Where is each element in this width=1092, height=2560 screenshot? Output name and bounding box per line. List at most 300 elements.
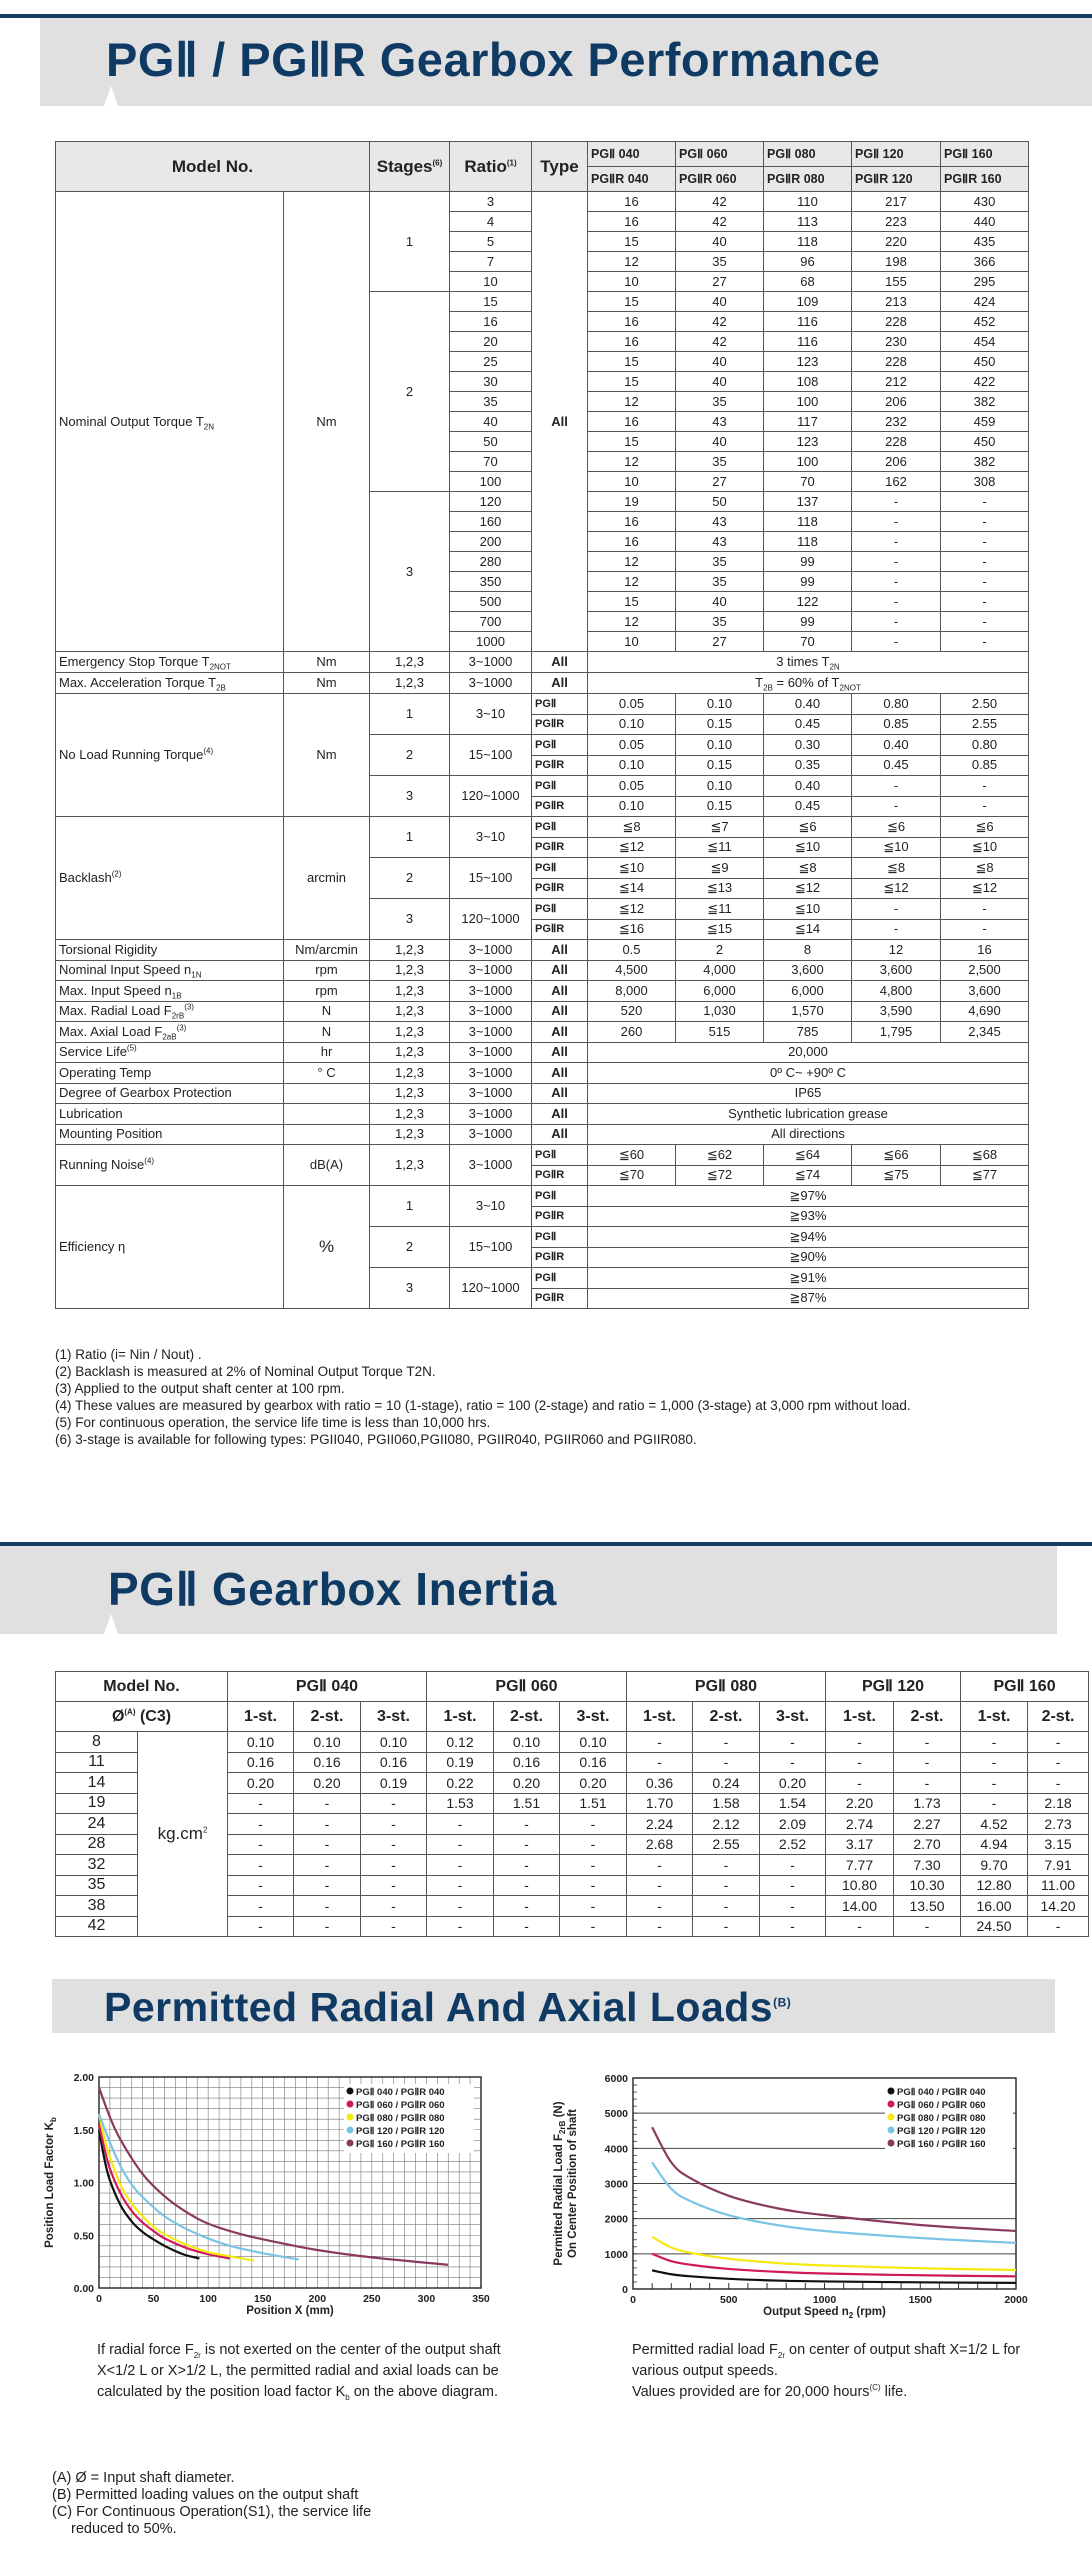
inertia-value: 16.00 bbox=[961, 1896, 1028, 1917]
value-cell: 43 bbox=[676, 532, 764, 552]
type-cell: PGⅡ bbox=[532, 1186, 588, 1207]
value-cell: 0.35 bbox=[764, 755, 852, 776]
x-tick-label: 200 bbox=[308, 2293, 327, 2305]
inertia-value: - bbox=[361, 1916, 427, 1937]
ratio-cell: 20 bbox=[450, 332, 532, 352]
desc-left-part: is not exerted on the center of the output shaft X<1/2 L or X>1/2 L, the permitted radial and axial loads can be calculated by the position load factor K bbox=[97, 2342, 501, 2400]
value-cell: 295 bbox=[941, 272, 1029, 292]
value-cell: 12 bbox=[588, 612, 676, 632]
inertia-value: 2.73 bbox=[1028, 1814, 1089, 1835]
value-cell: 459 bbox=[941, 412, 1029, 432]
y-tick-label: 3000 bbox=[604, 2178, 628, 2191]
value-cell: ≦11 bbox=[676, 837, 764, 858]
value-cell: 16 bbox=[588, 512, 676, 532]
page-title-loads bbox=[104, 1984, 791, 2031]
diameter-cell: 14 bbox=[56, 1773, 138, 1794]
stage-cell: 3 bbox=[370, 776, 450, 817]
unit-cell: % bbox=[284, 1186, 370, 1309]
inertia-value: - bbox=[826, 1773, 894, 1794]
value-cell: 40 bbox=[676, 372, 764, 392]
ratio-cell: 10 bbox=[450, 272, 532, 292]
inertia-diameter-header bbox=[56, 1702, 228, 1732]
legend-label: PGⅡ 160 / PGⅡR 160 bbox=[897, 2139, 986, 2150]
diameter-cell: 28 bbox=[56, 1834, 138, 1855]
no-load-torque-row bbox=[56, 694, 1029, 715]
inertia-value: 2.68 bbox=[627, 1834, 693, 1855]
value-cell: 16 bbox=[588, 412, 676, 432]
footnote: (4) These values are measured by gearbox with ratio = 10 (1-stage), ratio = 100 (2-stage) and ratio = 1,000 (3-stage) at 3,000 rpm without load. bbox=[55, 1398, 911, 1413]
inertia-value: - bbox=[760, 1896, 826, 1917]
header-model-r: PGⅡR 080 bbox=[764, 167, 852, 192]
ratio-cell: 700 bbox=[450, 612, 532, 632]
max-accel-text: T bbox=[755, 675, 764, 690]
inertia-value: - bbox=[494, 1834, 560, 1855]
ratio-cell: 3~1000 bbox=[450, 1022, 532, 1043]
value-cell: 16 bbox=[588, 212, 676, 232]
inertia-value: - bbox=[760, 1855, 826, 1876]
y-tick-label: 5000 bbox=[604, 2108, 628, 2121]
value-cell: 8,000 bbox=[588, 981, 676, 1002]
value-cell: 70 bbox=[764, 472, 852, 492]
value-cell: 118 bbox=[764, 232, 852, 252]
torque-row bbox=[56, 192, 1029, 212]
x-axis-label: Position X (mm) bbox=[246, 2305, 334, 2317]
inertia-value: - bbox=[1028, 1773, 1089, 1794]
y-axis-label: Permitted Radial Load $F_{2rB}$ (N) bbox=[553, 2101, 567, 2266]
value-cell: 116 bbox=[764, 312, 852, 332]
spec-label-text: Operating Temp bbox=[59, 1064, 152, 1080]
inertia-value: 2.12 bbox=[693, 1814, 760, 1835]
stage-cell: 1,2,3 bbox=[370, 1001, 450, 1022]
value-cell: 2,345 bbox=[941, 1022, 1029, 1043]
diameter-cell: 35 bbox=[56, 1875, 138, 1896]
inertia-value: - bbox=[693, 1916, 760, 1937]
ratio-cell: 100 bbox=[450, 472, 532, 492]
inertia-value: 0.16 bbox=[228, 1752, 294, 1773]
value-cell: 40 bbox=[676, 352, 764, 372]
series-line-pgⅱ-040 bbox=[99, 2130, 199, 2259]
inertia-value: - bbox=[427, 1855, 494, 1876]
stage-cell: 2 bbox=[370, 1227, 450, 1268]
value-cell: 0.05 bbox=[588, 735, 676, 756]
header-model: PGⅡ 080 bbox=[764, 142, 852, 167]
ratio-cell: 3~1000 bbox=[450, 652, 532, 673]
value-cell: - bbox=[852, 632, 941, 652]
inertia-value: - bbox=[826, 1752, 894, 1773]
value-cell: ≦12 bbox=[588, 899, 676, 920]
inertia-value: - bbox=[760, 1875, 826, 1896]
value-cell: 40 bbox=[676, 232, 764, 252]
no-load-torque-label bbox=[56, 694, 284, 817]
inertia-value: - bbox=[894, 1732, 961, 1753]
inertia-value: 7.91 bbox=[1028, 1855, 1089, 1876]
performance-table bbox=[55, 141, 1029, 1309]
header-type: Type bbox=[532, 142, 588, 192]
value-cell: - bbox=[941, 512, 1029, 532]
ratio-cell: 3~1000 bbox=[450, 1104, 532, 1125]
value-cell: 382 bbox=[941, 392, 1029, 412]
spec-row bbox=[56, 1063, 1029, 1084]
type-cell: PGⅡR bbox=[532, 878, 588, 899]
inertia-value: - bbox=[560, 1916, 627, 1937]
ratio-cell: 15~100 bbox=[450, 858, 532, 899]
inertia-value: 3.15 bbox=[1028, 1834, 1089, 1855]
unit-cell: N bbox=[284, 1001, 370, 1022]
inertia-value: - bbox=[627, 1916, 693, 1937]
value-cell: 0.15 bbox=[676, 755, 764, 776]
value-cell: IP65 bbox=[588, 1083, 1029, 1104]
value-cell: ≦10 bbox=[764, 837, 852, 858]
value-cell: 15 bbox=[588, 432, 676, 452]
value-cell: - bbox=[941, 552, 1029, 572]
value-cell: ≦10 bbox=[852, 837, 941, 858]
type-cell: PGⅡR bbox=[532, 1206, 588, 1227]
section-banner-inertia bbox=[0, 1546, 1057, 1634]
inertia-value: - bbox=[294, 1814, 361, 1835]
spec-label bbox=[56, 940, 284, 961]
spec-label-note: (3) bbox=[184, 1002, 194, 1012]
value-cell: 162 bbox=[852, 472, 941, 492]
inertia-value: 0.12 bbox=[427, 1732, 494, 1753]
legend-marker bbox=[347, 2140, 354, 2147]
value-cell: 117 bbox=[764, 412, 852, 432]
y-tick-label: 0 bbox=[622, 2284, 628, 2296]
inertia-value: - bbox=[294, 1875, 361, 1896]
value-cell: ≧91% bbox=[588, 1268, 1029, 1289]
inertia-unit-sup: 2 bbox=[202, 1825, 208, 1835]
value-cell: 35 bbox=[676, 392, 764, 412]
inertia-value: 7.30 bbox=[894, 1855, 961, 1876]
y-tick-label: 1.50 bbox=[73, 2124, 94, 2137]
inertia-table bbox=[55, 1671, 1089, 1937]
inertia-value: - bbox=[627, 1732, 693, 1753]
inertia-model-no-header: Model No. bbox=[56, 1672, 228, 1702]
value-cell: ≧87% bbox=[588, 1288, 1029, 1309]
type-cell: All bbox=[532, 673, 588, 694]
legend-label: PGⅡ 060 / PGⅡR 060 bbox=[897, 2100, 986, 2111]
desc-right-part: life. bbox=[880, 2384, 908, 2400]
value-cell: - bbox=[941, 776, 1029, 797]
value-cell: 50 bbox=[676, 492, 764, 512]
value-cell: ≦11 bbox=[676, 899, 764, 920]
legend-marker bbox=[347, 2127, 354, 2134]
value-cell: 0.80 bbox=[941, 735, 1029, 756]
footnote-c: (C) For Continuous Operation(S1), the service life bbox=[52, 2504, 372, 2520]
max-accel-text: = 60% of T bbox=[772, 675, 840, 690]
inertia-value: - bbox=[228, 1916, 294, 1937]
value-cell: - bbox=[852, 512, 941, 532]
inertia-value: - bbox=[361, 1793, 427, 1814]
spec-label bbox=[56, 1042, 284, 1063]
inertia-stage-header: 1-st. bbox=[961, 1702, 1028, 1732]
inertia-value: 9.70 bbox=[961, 1855, 1028, 1876]
unit-cell: rpm bbox=[284, 960, 370, 981]
value-cell: 110 bbox=[764, 192, 852, 212]
value-cell: - bbox=[941, 899, 1029, 920]
value-cell: ≦74 bbox=[764, 1165, 852, 1186]
value-cell: 108 bbox=[764, 372, 852, 392]
value-cell: 10 bbox=[588, 472, 676, 492]
spec-label-note: (5) bbox=[126, 1043, 137, 1053]
value-cell: - bbox=[941, 632, 1029, 652]
value-cell: 230 bbox=[852, 332, 941, 352]
inertia-value: 11.00 bbox=[1028, 1875, 1089, 1896]
inertia-value: 0.22 bbox=[427, 1773, 494, 1794]
inertia-value: - bbox=[894, 1916, 961, 1937]
diameter-symbol: Ø bbox=[111, 1707, 125, 1725]
value-cell: 223 bbox=[852, 212, 941, 232]
ratio-cell: 4 bbox=[450, 212, 532, 232]
value-cell: 4,800 bbox=[852, 981, 941, 1002]
value-cell: 99 bbox=[764, 552, 852, 572]
legend-marker bbox=[888, 2140, 895, 2147]
spec-label bbox=[56, 1124, 284, 1145]
y-tick-label: 1.00 bbox=[73, 2177, 94, 2190]
x-tick-label: 350 bbox=[472, 2293, 490, 2305]
max-accel-sub: 2B bbox=[763, 683, 773, 693]
header-ratio-note: (1) bbox=[506, 157, 517, 167]
efficiency-row bbox=[56, 1186, 1029, 1207]
value-cell: 35 bbox=[676, 612, 764, 632]
ratio-cell: 120~1000 bbox=[450, 899, 532, 940]
inertia-model-header: PGⅡ 120 bbox=[826, 1672, 961, 1702]
type-cell: PGⅡR bbox=[532, 1288, 588, 1309]
type-cell: All bbox=[532, 981, 588, 1002]
legend-marker bbox=[347, 2114, 354, 2121]
legend-label: PGⅡ 080 / PGⅡR 080 bbox=[897, 2113, 986, 2124]
value-cell: ≧90% bbox=[588, 1247, 1029, 1268]
legend-label: PGⅡ 060 / PGⅡR 060 bbox=[356, 2100, 445, 2111]
backlash-label-note: (2) bbox=[111, 869, 122, 879]
inertia-value: - bbox=[627, 1896, 693, 1917]
stage-cell: 1,2,3 bbox=[370, 1063, 450, 1084]
inertia-value: 10.30 bbox=[894, 1875, 961, 1896]
inertia-value: - bbox=[560, 1814, 627, 1835]
performance-footnotes bbox=[55, 1346, 911, 1448]
spec-row bbox=[56, 1104, 1029, 1125]
value-cell: ≦6 bbox=[764, 817, 852, 838]
inertia-value: - bbox=[894, 1773, 961, 1794]
value-cell: - bbox=[852, 552, 941, 572]
x-tick-label: 0 bbox=[630, 2294, 636, 2306]
type-cell: PGⅡ bbox=[532, 694, 588, 715]
inertia-value: - bbox=[228, 1875, 294, 1896]
inertia-stage-header: 2-st. bbox=[494, 1702, 560, 1732]
ratio-cell: 35 bbox=[450, 392, 532, 412]
value-cell: 2.50 bbox=[941, 694, 1029, 715]
header-model: PGⅡ 060 bbox=[676, 142, 764, 167]
ratio-cell: 70 bbox=[450, 452, 532, 472]
value-cell: ≦8 bbox=[588, 817, 676, 838]
value-cell: All directions bbox=[588, 1124, 1029, 1145]
unit-cell: arcmin bbox=[284, 817, 370, 940]
value-cell: - bbox=[852, 532, 941, 552]
stage-cell: 1,2,3 bbox=[370, 1145, 450, 1186]
value-cell: 8 bbox=[764, 940, 852, 961]
nominal-torque-text: Nominal Output Torque T bbox=[59, 413, 204, 429]
ratio-cell: 3~1000 bbox=[450, 981, 532, 1002]
series-line-pgⅱ-120 bbox=[652, 2162, 1016, 2243]
value-cell: 0.80 bbox=[852, 694, 941, 715]
max-accel-label-sub: 2B bbox=[216, 683, 226, 693]
stage-cell: 1,2,3 bbox=[370, 1022, 450, 1043]
y-tick-label: 0.50 bbox=[73, 2230, 94, 2243]
emergency-stop-label-sub: 2NOT bbox=[209, 662, 231, 672]
inertia-stage-header: 1-st. bbox=[228, 1702, 294, 1732]
spec-row bbox=[56, 940, 1029, 961]
spec-label bbox=[56, 1104, 284, 1125]
type-cell: PGⅡR bbox=[532, 1247, 588, 1268]
inertia-model-header: PGⅡ 040 bbox=[228, 1672, 427, 1702]
unit-cell bbox=[284, 1124, 370, 1145]
header-model-r: PGⅡR 040 bbox=[588, 167, 676, 192]
value-cell: 42 bbox=[676, 212, 764, 232]
value-cell: 1,030 bbox=[676, 1001, 764, 1022]
inertia-value: - bbox=[228, 1814, 294, 1835]
value-cell: - bbox=[852, 612, 941, 632]
inertia-value: - bbox=[228, 1834, 294, 1855]
diameter-cell: 24 bbox=[56, 1814, 138, 1835]
x-tick-label: 1500 bbox=[908, 2294, 932, 2306]
spec-label-sub: 2rB bbox=[171, 1011, 185, 1021]
inertia-header-stages bbox=[56, 1702, 1089, 1732]
inertia-value: 10.80 bbox=[826, 1875, 894, 1896]
unit-cell: Nm bbox=[284, 694, 370, 817]
unit-cell: Nm/arcmin bbox=[284, 940, 370, 961]
inertia-value: 2.55 bbox=[693, 1834, 760, 1855]
inertia-value: - bbox=[627, 1855, 693, 1876]
y-tick-label: 1000 bbox=[604, 2248, 628, 2261]
header-model-no-text: Model No. bbox=[171, 156, 254, 176]
value-cell: 450 bbox=[941, 432, 1029, 452]
value-cell: ≦6 bbox=[941, 817, 1029, 838]
legend-marker bbox=[888, 2114, 895, 2121]
spec-row bbox=[56, 1042, 1029, 1063]
value-cell: ≧94% bbox=[588, 1227, 1029, 1248]
value-cell: 12 bbox=[588, 572, 676, 592]
unit-cell: N bbox=[284, 1022, 370, 1043]
spec-label-text: Mounting Position bbox=[59, 1126, 163, 1142]
value-cell: - bbox=[941, 592, 1029, 612]
value-cell: 0.10 bbox=[676, 735, 764, 756]
value-cell: 232 bbox=[852, 412, 941, 432]
ratio-cell: 3~10 bbox=[450, 694, 532, 735]
value-cell: 220 bbox=[852, 232, 941, 252]
type-cell: PGⅡ bbox=[532, 899, 588, 920]
inertia-header-models bbox=[56, 1672, 1089, 1702]
legend-label: PGⅡ 040 / PGⅡR 040 bbox=[356, 2087, 445, 2098]
value-cell: 217 bbox=[852, 192, 941, 212]
inertia-value: - bbox=[427, 1875, 494, 1896]
header-stages-note: (6) bbox=[432, 157, 443, 167]
ratio-cell: 3~1000 bbox=[450, 1063, 532, 1084]
value-cell: 10 bbox=[588, 272, 676, 292]
value-cell: 260 bbox=[588, 1022, 676, 1043]
legend-label: PGⅡ 120 / PGⅡR 120 bbox=[897, 2126, 986, 2137]
ratio-cell: 1000 bbox=[450, 632, 532, 652]
inertia-value: - bbox=[494, 1814, 560, 1835]
inertia-value: - bbox=[427, 1916, 494, 1937]
footnote-c-cont: reduced to 50%. bbox=[71, 2521, 177, 2537]
value-cell: ≦70 bbox=[588, 1165, 676, 1186]
value-cell: 1,795 bbox=[852, 1022, 941, 1043]
value-cell: 1,570 bbox=[764, 1001, 852, 1022]
stage-cell: 1,2,3 bbox=[370, 1124, 450, 1145]
value-cell: 100 bbox=[764, 392, 852, 412]
inertia-unit-text: kg.cm bbox=[157, 1824, 203, 1843]
type-cell: PGⅡR bbox=[532, 837, 588, 858]
value-cell: - bbox=[852, 572, 941, 592]
spec-label-text: Max. Axial Load F bbox=[59, 1023, 163, 1039]
value-cell: 0.10 bbox=[588, 796, 676, 817]
value-cell: 155 bbox=[852, 272, 941, 292]
nominal-torque-unit: Nm bbox=[284, 192, 370, 652]
value-cell: ≦12 bbox=[588, 837, 676, 858]
inertia-value: 1.51 bbox=[560, 1793, 627, 1814]
inertia-value: - bbox=[760, 1752, 826, 1773]
value-cell: Synthetic lubrication grease bbox=[588, 1104, 1029, 1125]
value-cell: ≦66 bbox=[852, 1145, 941, 1166]
value-cell: ≦60 bbox=[588, 1145, 676, 1166]
inertia-value: 0.20 bbox=[494, 1773, 560, 1794]
inertia-value: - bbox=[427, 1896, 494, 1917]
value-cell: ≦12 bbox=[852, 878, 941, 899]
value-cell: 109 bbox=[764, 292, 852, 312]
type-cell: PGⅡ bbox=[532, 1145, 588, 1166]
value-cell: 16 bbox=[588, 332, 676, 352]
inertia-stage-header: 1-st. bbox=[826, 1702, 894, 1732]
inertia-stage-header: 2-st. bbox=[894, 1702, 961, 1732]
value-cell: 2.55 bbox=[941, 714, 1029, 735]
nominal-torque-label bbox=[56, 192, 284, 652]
inertia-value: - bbox=[894, 1752, 961, 1773]
diameter-cell: 8 bbox=[56, 1732, 138, 1753]
ratio-cell: 3~1000 bbox=[450, 960, 532, 981]
value-cell: 435 bbox=[941, 232, 1029, 252]
stage-cell: 1 bbox=[370, 192, 450, 292]
value-cell: 6,000 bbox=[676, 981, 764, 1002]
page-title-inertia: PGⅡ Gearbox Inertia bbox=[108, 1563, 557, 1615]
inertia-value: - bbox=[760, 1732, 826, 1753]
ratio-cell: 350 bbox=[450, 572, 532, 592]
value-cell: ≦10 bbox=[764, 899, 852, 920]
value-cell: 27 bbox=[676, 632, 764, 652]
loads-title-note: (B) bbox=[773, 1995, 792, 2010]
x-tick-label: 50 bbox=[147, 2293, 160, 2305]
value-cell: 12 bbox=[588, 552, 676, 572]
inertia-value: 0.36 bbox=[627, 1773, 693, 1794]
value-cell: 3,600 bbox=[764, 960, 852, 981]
value-cell: ≦9 bbox=[676, 858, 764, 879]
inertia-value: 0.16 bbox=[560, 1752, 627, 1773]
no-load-torque-label-text: No Load Running Torque bbox=[59, 747, 204, 762]
unit-cell: Nm bbox=[284, 652, 370, 673]
type-cell: All bbox=[532, 1104, 588, 1125]
value-cell: ≦12 bbox=[764, 878, 852, 899]
unit-cell: dB(A) bbox=[284, 1145, 370, 1186]
inertia-model-header: PGⅡ 080 bbox=[627, 1672, 826, 1702]
value-cell: - bbox=[852, 592, 941, 612]
spec-label-text: Torsional Rigidity bbox=[59, 941, 158, 957]
inertia-value: - bbox=[560, 1896, 627, 1917]
type-cell: PGⅡ bbox=[532, 735, 588, 756]
value-cell: 366 bbox=[941, 252, 1029, 272]
footnote-a: (A) Ø = Input shaft diameter. bbox=[52, 2470, 235, 2486]
ratio-cell: 15~100 bbox=[450, 1227, 532, 1268]
spec-row bbox=[56, 1124, 1029, 1145]
value-cell: 70 bbox=[764, 632, 852, 652]
emergency-stop-value bbox=[588, 652, 1029, 673]
